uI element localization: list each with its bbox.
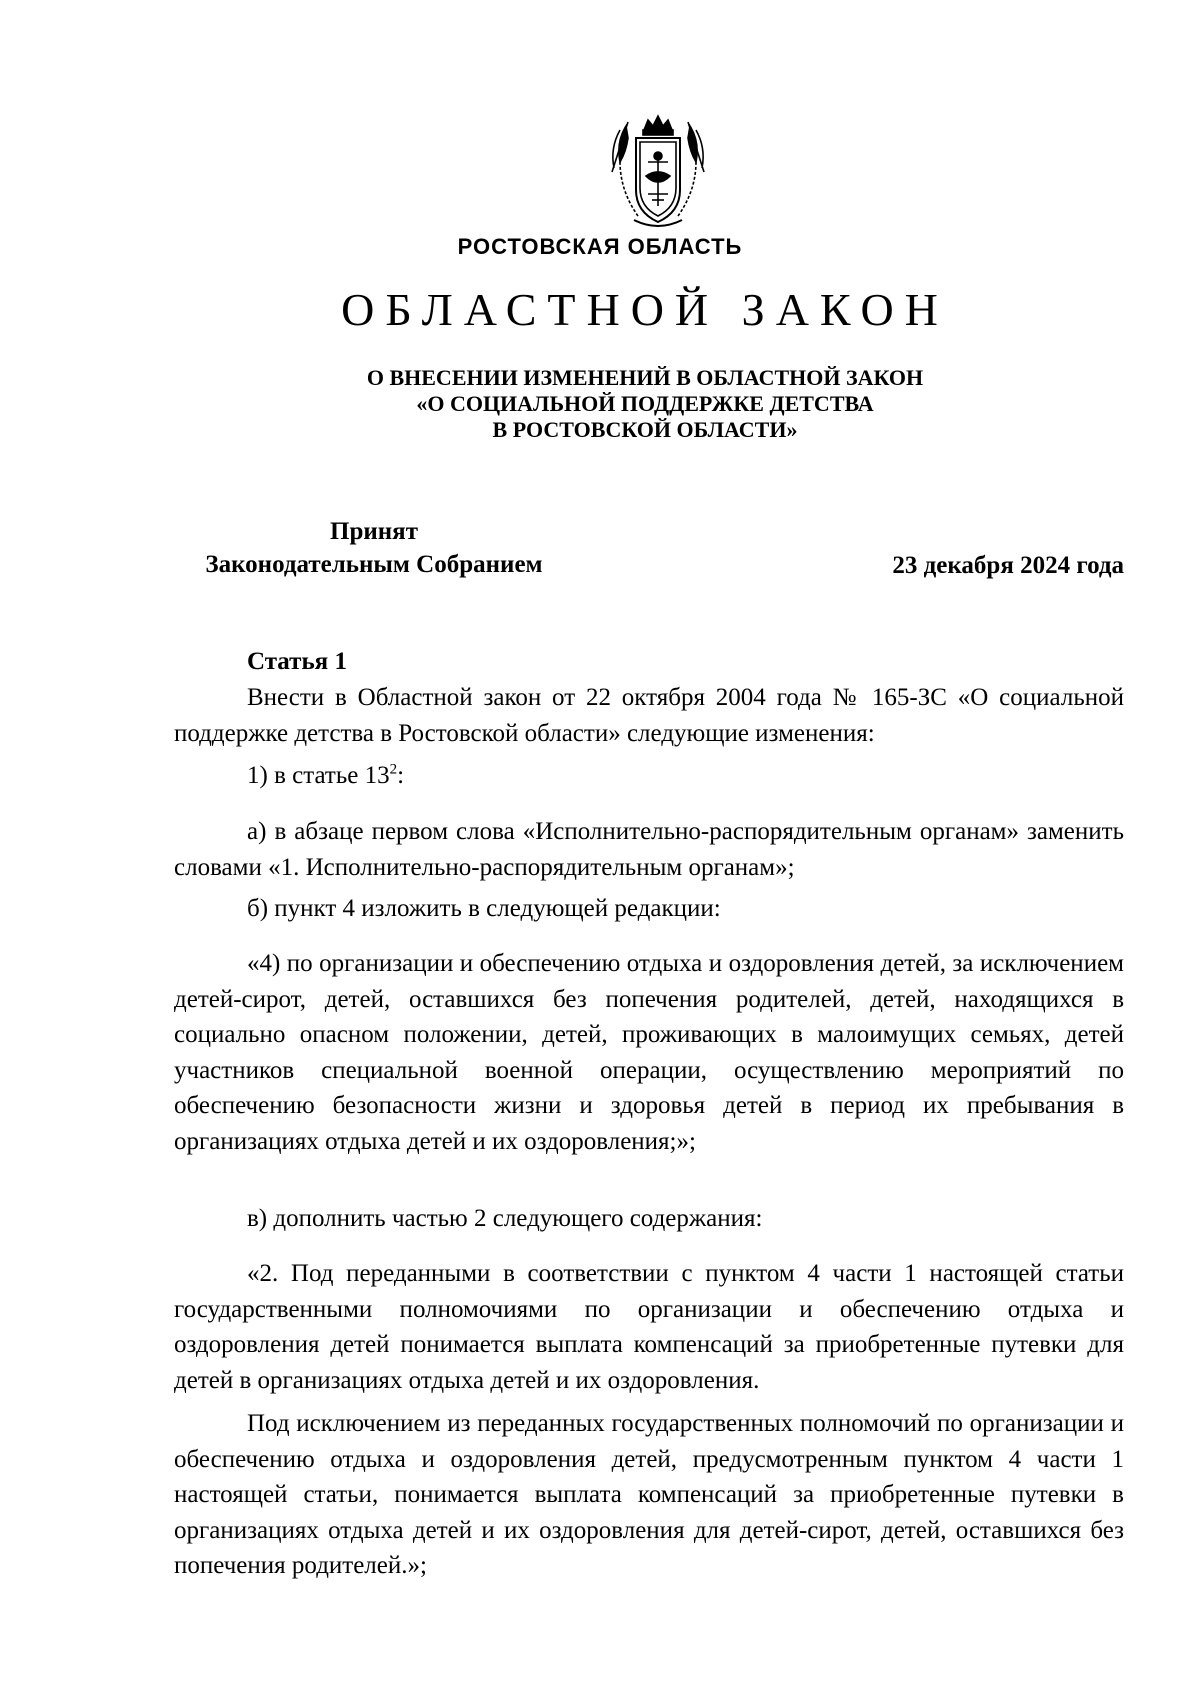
adoption-body: Законодательным Собранием [205,551,543,578]
law-title [0,365,1200,443]
article-item-c-text-1: «2. Под переданными в соответствии с пунктом 4 части 1 настоящей статьи государственными полномочиями по организации и обеспечению отдыха и оздоровления детей понимается выплата компенсаций за приобретенные путевки для детей в организациях отдыха детей и их оздоровления. [174,1260,1124,1394]
adoption-line: Принят [330,518,418,545]
item-1-colon: : [397,762,405,789]
item-1-superscript: 2 [389,761,398,778]
article-item-c-text-2: Под исключением из переданных государственных полномочий по организации и обеспечению отдыха и оздоровления детей, предусмотренным пунктом 4 части 1 настоящей статьи, понимается выплата компенсаций за приобретенные путевки в организациях отдыха детей и их оздоровления для детей-сирот, детей, оставшихся без попечения родителей.»; [174,1410,1124,1579]
adoption-block [176,515,572,581]
law-title-line: О ВНЕСЕНИИ ИЗМЕНЕНИЙ В ОБЛАСТНОЙ ЗАКОН [366,365,924,390]
item-1-text: 1) в статье 13 [247,762,390,789]
article-item-a: а) в абзаце первом слова «Исполнительно-распорядительным органам» заменить словами «1. Исполнительно-распорядительным органам»; [174,818,1124,881]
document-type: ОБЛАСТНОЙ ЗАКОН [341,284,949,335]
law-title-line: В РОСТОВСКОЙ ОБЛАСТИ» [492,417,798,442]
region-name: РОСТОВСКАЯ ОБЛАСТЬ [457,234,743,259]
adoption-date: 23 декабря 2024 года [892,552,1124,579]
article-heading: Статья 1 [247,648,347,675]
article-item-b-text: «4) по организации и обеспечению отдыха и оздоровления детей, за исключением детей-сирот, детей, оставшихся без попечения родителей, детей, находящихся в социально опасном положении, детей, проживающих в малоимущих семьях, детей участников специальной военной операции, осуществлению мероприятий по обеспечению безопасности жизни и здоровья детей в период их пребывания в организациях отдыха детей и их оздоровления;»; [174,950,1124,1155]
article-item-1 [174,758,1124,794]
article-item-b: б) пункт 4 изложить в следующей редакции: [247,895,721,922]
coat-of-arms-icon [598,112,718,232]
article-item-c: в) дополнить частью 2 следующего содержания: [247,1205,763,1232]
article-intro: Внести в Областной закон от 22 октября 2004 года № 165-ЗС «О социальной поддержке детства в Ростовской области» следующие изменения: [174,684,1124,747]
law-title-line: «О СОЦИАЛЬНОЙ ПОДДЕРЖКЕ ДЕТСТВА [416,391,874,416]
